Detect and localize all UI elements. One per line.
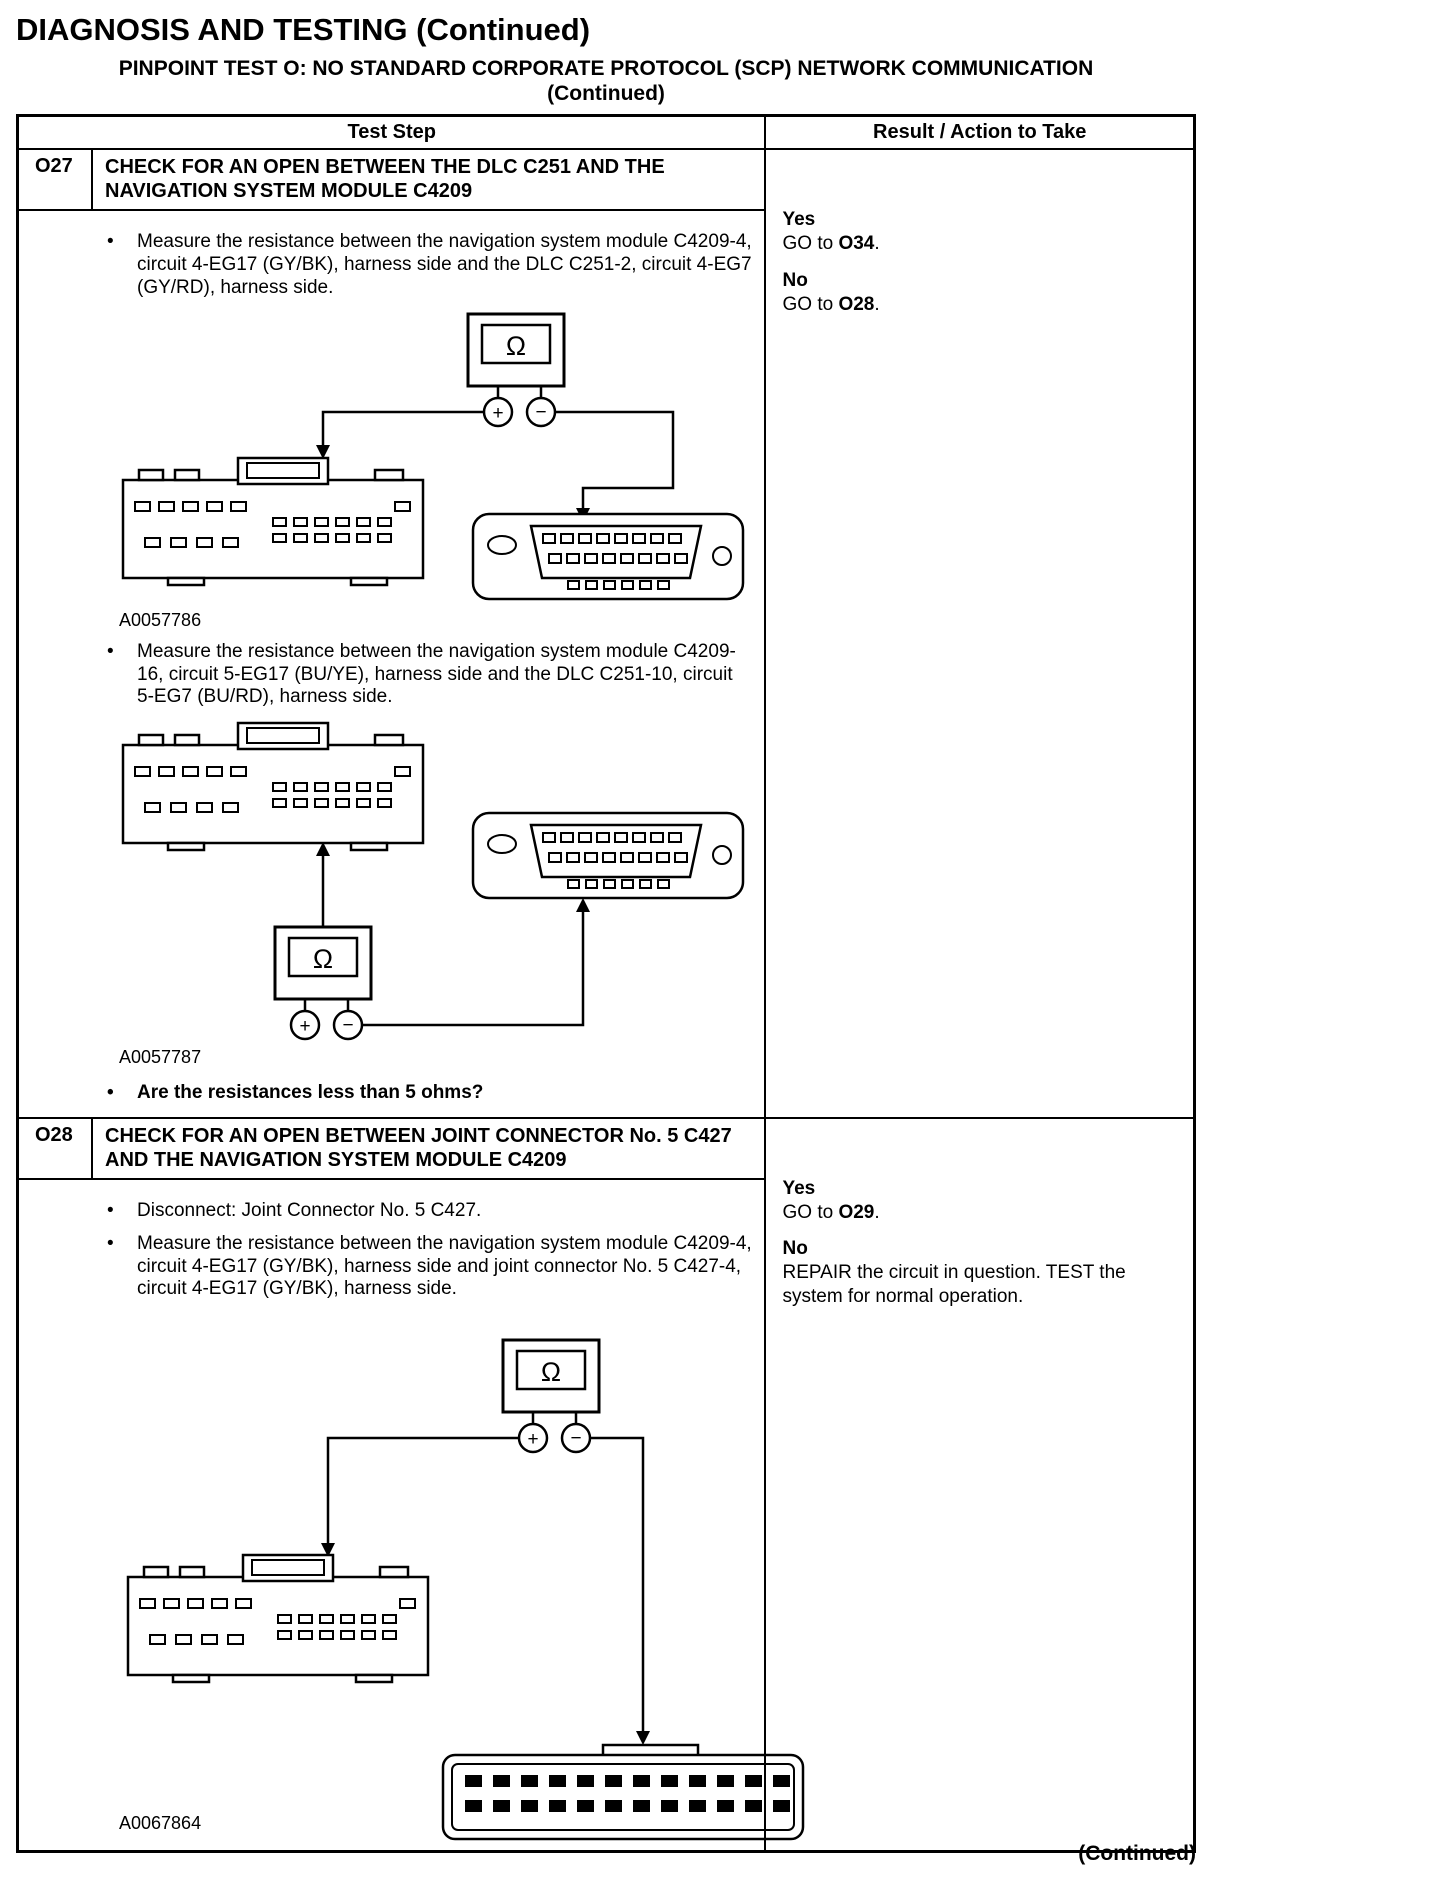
step-body (19, 211, 764, 1117)
test-row-o28 (19, 1117, 1193, 1850)
test-instruction: • Measure the resistance between the navigation system module C4209-4, circuit 4-EG17 (GY/BK), harness side and the DLC C251-2, circuit 4-EG7 (GY/RD), harness side. (107, 231, 752, 299)
test-instruction: • Measure the resistance between the navigation system module C4209-4, circuit 4-EG17 (GY/BK), harness side and joint connector No. 5 C427-4, circuit 4-EG17 (GY/BK), harness side. (107, 1233, 752, 1301)
page-title: DIAGNOSIS AND TESTING (Continued) (16, 12, 591, 47)
circuit-diagram (113, 1325, 813, 1847)
circuit-figure-2 (113, 715, 752, 1045)
col-header-result: Result / Action to Take (764, 117, 1193, 148)
step-title: CHECK FOR AN OPEN BETWEEN THE DLC C251 AND THE NAVIGATION SYSTEM MODULE C4209 (105, 156, 665, 203)
result-cell (764, 1119, 1193, 1850)
step-header (19, 150, 764, 211)
result-no: No REPAIR the circuit in question. TEST the system for normal operation. (782, 1237, 1177, 1308)
result-cell (764, 150, 1193, 1117)
test-instruction: • Measure the resistance between the navigation system module C4209-16, circuit 5-EG17 (BU/YE), harness side and the DLC C251-10, circuit 5-EG7 (BU/RD), harness side. (107, 641, 752, 709)
page-continued-label: (Continued) (1078, 1842, 1196, 1865)
module-connector-icon (128, 1555, 428, 1682)
col-header-test-step: Test Step (347, 121, 437, 144)
circuit-diagram (113, 306, 753, 608)
dlc-connector-icon (473, 514, 743, 599)
ohmmeter-icon (275, 927, 371, 1039)
result-action: GO to O29. (782, 1201, 880, 1223)
figure-id-label: A0067864 (119, 1813, 202, 1834)
result-yes: Yes GO to O34. (782, 208, 1177, 256)
figure-id-label: A0057787 (119, 1047, 202, 1068)
test-question: • Are the resistances less than 5 ohms? (107, 1082, 752, 1105)
pinpoint-test-heading: PINPOINT TEST O: NO STANDARD CORPORATE PROTOCOL (SCP) NETWORK COMMUNICATION (118, 57, 1094, 80)
step-id: O27 (19, 150, 93, 209)
step-header (19, 1119, 764, 1180)
figure-id-label: A0057786 (119, 609, 202, 630)
section-subtitle (16, 56, 1196, 106)
circuit-figure-1 (113, 306, 752, 608)
ohmmeter-icon (468, 314, 564, 426)
test-row-o27 (19, 150, 1193, 1117)
module-connector-icon (123, 458, 423, 585)
table-header-row (19, 117, 1193, 150)
circuit-diagram (113, 715, 753, 1045)
arrow-up-icon (576, 898, 590, 912)
pinpoint-test-table (16, 114, 1196, 1853)
result-action: GO to O34. (782, 233, 880, 255)
step-title: CHECK FOR AN OPEN BETWEEN JOINT CONNECTOR No. 5 C427 AND THE NAVIGATION SYSTEM MODULE C4209 (105, 1124, 732, 1171)
ohmmeter-icon (503, 1340, 599, 1452)
result-action: GO to O28. (782, 293, 880, 315)
arrow-down-icon (636, 1731, 650, 1745)
joint-connector-icon (443, 1745, 803, 1839)
result-action: REPAIR the circuit in question. TEST the system for normal operation. (782, 1262, 1126, 1307)
result-no: No GO to O28. (782, 269, 1177, 317)
subtitle-continued: (Continued) (547, 82, 665, 106)
step-id: O28 (19, 1119, 93, 1178)
circuit-figure-3 (113, 1325, 752, 1847)
test-instruction: • Disconnect: Joint Connector No. 5 C427. (107, 1200, 752, 1223)
module-connector-icon (123, 723, 423, 850)
result-yes: Yes GO to O29. (782, 1177, 1177, 1225)
step-body (19, 1180, 764, 1850)
dlc-connector-icon (473, 813, 743, 898)
